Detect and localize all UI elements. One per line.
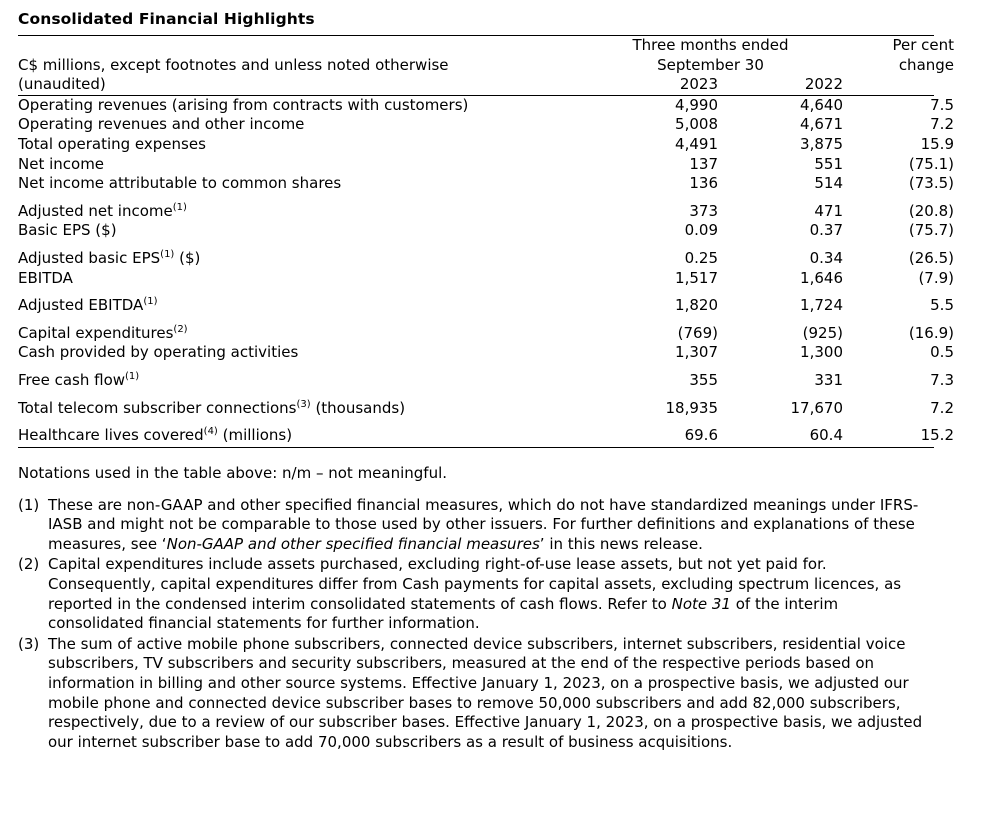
footnote-emphasis: Note 31 xyxy=(671,594,731,613)
footnote-text: The sum of active mobile phone subscribers, connected device subscribers, internet subscribers, residential voice subscribers, TV subscribers and security subscribers, measured at the end of the respective periods based on information in billing and other source systems. Effective January 1, 2023, on a prospective basis, we adjusted our mobile phone and connected device subscriber bases to remove 50,000 subscribers and add 82,000 subscribers, respectively, due to a review of our subscriber bases. Effective January 1, 2023, on a prospective basis, we adjusted our internet subscriber base to add 70,000 subscribers as a result of business acquisitions. xyxy=(48,634,923,751)
row-value-current: 4,491 xyxy=(675,134,718,153)
table-row xyxy=(18,426,954,446)
row-value-percent-change: 7.3 xyxy=(930,370,954,389)
row-label: Cash provided by operating activities xyxy=(18,343,299,362)
row-value-prior: 1,646 xyxy=(800,268,843,287)
footnotes-list xyxy=(18,496,934,753)
footnote-item xyxy=(18,496,934,555)
header-pct-line1: Per cent xyxy=(892,36,955,54)
row-value-percent-change: 15.9 xyxy=(920,134,954,153)
footnote-ref: (4) xyxy=(203,426,218,438)
financial-highlights-body xyxy=(18,96,954,446)
header-prior-year: 2022 xyxy=(804,75,844,94)
header-period-line1: Three months ended xyxy=(632,36,789,54)
row-label: Total telecom subscriber connections$^{(3)}$ (thousands) xyxy=(18,398,406,417)
row-label: Adjusted net income$^{(1)}$ xyxy=(18,201,187,220)
row-gap xyxy=(18,241,954,249)
table-row xyxy=(18,115,954,135)
row-value-percent-change: 15.2 xyxy=(920,426,954,445)
header-stub-line1: C$ millions, except footnotes and unless noted otherwise xyxy=(18,55,449,74)
table-row xyxy=(18,296,954,316)
table-row xyxy=(18,249,954,269)
row-value-current: 18,935 xyxy=(665,398,718,417)
row-value-percent-change: (7.9) xyxy=(918,268,954,287)
row-value-percent-change: (16.9) xyxy=(908,323,954,342)
row-value-prior: 4,671 xyxy=(800,115,843,134)
row-value-current: 4,990 xyxy=(675,95,718,114)
row-value-current: 136 xyxy=(689,174,718,193)
row-value-current: 0.25 xyxy=(684,248,718,267)
row-value-prior: 17,670 xyxy=(790,398,843,417)
header-spacer xyxy=(18,36,578,56)
footnote-ref: (3) xyxy=(296,398,311,410)
row-value-prior: 0.37 xyxy=(809,221,843,240)
row-value-prior: 331 xyxy=(814,370,843,389)
table-header-row-3 xyxy=(18,75,954,95)
notation-line: Notations used in the table above: n/m – not meaningful. xyxy=(18,463,448,482)
row-label: Healthcare lives covered$^{(4)}$ (millions) xyxy=(18,426,293,445)
footnote-emphasis: Non-GAAP and other specified financial measures xyxy=(166,534,540,553)
row-value-prior: 1,724 xyxy=(800,296,843,315)
row-value-current: 373 xyxy=(689,201,718,220)
footnote-text: Capital expenditures include assets purchased, excluding right-of-use lease assets, but not yet paid for. Consequently, capital expenditures differ from Cash payments for capital assets, excluding spectrum licences, as reported in the condensed interim consolidated statements of cash flows. Refer to Note 31 of the interim consolidated financial statements for further information. xyxy=(48,555,902,633)
footnote-ref: (1) xyxy=(143,296,158,308)
row-label: Operating revenues (arising from contracts with customers) xyxy=(18,95,469,114)
table-row xyxy=(18,343,954,363)
row-value-current: 5,008 xyxy=(675,115,718,134)
table-bottom-rule xyxy=(18,447,934,448)
row-value-percent-change: 5.5 xyxy=(930,296,954,315)
table-row xyxy=(18,269,954,289)
row-value-percent-change: 0.5 xyxy=(930,343,954,362)
row-label: Free cash flow$^{(1)}$ xyxy=(18,370,140,389)
footnote-marker: (1) xyxy=(18,495,40,514)
row-value-percent-change: (20.8) xyxy=(908,201,954,220)
page-title: Consolidated Financial Highlights xyxy=(18,10,315,28)
row-value-percent-change: (73.5) xyxy=(908,174,954,193)
footnote-ref: (1) xyxy=(172,201,187,213)
header-stub-line2: (unaudited) xyxy=(18,75,106,94)
row-gap xyxy=(18,363,954,371)
row-value-percent-change: (75.7) xyxy=(908,221,954,240)
row-value-prior: 1,300 xyxy=(800,343,843,362)
table-row xyxy=(18,135,954,155)
row-gap xyxy=(18,418,954,426)
row-label: Net income attributable to common shares xyxy=(18,174,342,193)
table-row xyxy=(18,371,954,391)
footnote-item xyxy=(18,555,934,633)
row-value-current: 1,820 xyxy=(675,296,718,315)
footnote-item xyxy=(18,635,934,753)
footnote-text: These are non-GAAP and other specified financial measures, which do not have standardized meanings under IFRS-IASB and might not be comparable to those used by other issuers. For further definitions and explanations of these measures, see ‘Non-GAAP and other specified financial measures’ in this news release. xyxy=(48,495,919,553)
row-value-percent-change: 7.2 xyxy=(930,398,954,417)
row-value-current: 137 xyxy=(689,154,718,173)
row-value-prior: 3,875 xyxy=(800,134,843,153)
footnote-ref: (1) xyxy=(160,248,175,260)
footnote-ref: (1) xyxy=(125,370,140,382)
row-gap xyxy=(18,316,954,324)
row-value-prior: 471 xyxy=(814,201,843,220)
row-value-current: 0.09 xyxy=(684,221,718,240)
header-current-year: 2023 xyxy=(679,75,718,94)
header-period-line2: September 30 xyxy=(657,55,764,74)
row-label: Total operating expenses xyxy=(18,134,206,153)
row-label: Adjusted EBITDA$^{(1)}$ xyxy=(18,296,158,315)
header-pct-spacer xyxy=(843,75,954,95)
row-label: Operating revenues and other income xyxy=(18,115,305,134)
header-pct-line2: change xyxy=(898,55,955,74)
row-gap xyxy=(18,391,954,399)
row-value-prior: 0.34 xyxy=(809,248,843,267)
row-value-percent-change: (75.1) xyxy=(908,154,954,173)
row-value-prior: 551 xyxy=(814,154,843,173)
financial-highlights-table xyxy=(18,36,954,95)
footnote-marker: (3) xyxy=(18,634,40,653)
row-value-current: (769) xyxy=(677,323,718,342)
table-row xyxy=(18,174,954,194)
row-value-percent-change: (26.5) xyxy=(908,248,954,267)
row-value-current: 1,517 xyxy=(675,268,718,287)
table-row xyxy=(18,96,954,116)
table-row xyxy=(18,155,954,175)
row-label: Basic EPS ($) xyxy=(18,221,117,240)
row-value-prior: 60.4 xyxy=(809,426,843,445)
row-value-prior: (925) xyxy=(802,323,843,342)
row-gap xyxy=(18,288,954,296)
row-label: Net income xyxy=(18,154,105,173)
row-gap xyxy=(18,194,954,202)
row-label: Capital expenditures$^{(2)}$ xyxy=(18,323,188,342)
row-value-prior: 4,640 xyxy=(800,95,843,114)
row-label: EBITDA xyxy=(18,268,73,287)
row-value-current: 1,307 xyxy=(675,343,718,362)
row-value-percent-change: 7.2 xyxy=(930,115,954,134)
row-value-percent-change: 7.5 xyxy=(930,95,954,114)
row-label: Adjusted basic EPS$^{(1)}$ ($) xyxy=(18,248,201,267)
table-header-row-2 xyxy=(18,56,954,76)
table-row xyxy=(18,324,954,344)
row-value-prior: 514 xyxy=(814,174,843,193)
row-value-current: 69.6 xyxy=(684,426,718,445)
table-row xyxy=(18,221,954,241)
footnote-ref: (2) xyxy=(173,323,188,335)
table-row xyxy=(18,202,954,222)
footnote-marker: (2) xyxy=(18,555,40,574)
table-row xyxy=(18,399,954,419)
table-header-row-1 xyxy=(18,36,954,56)
row-value-current: 355 xyxy=(689,370,718,389)
